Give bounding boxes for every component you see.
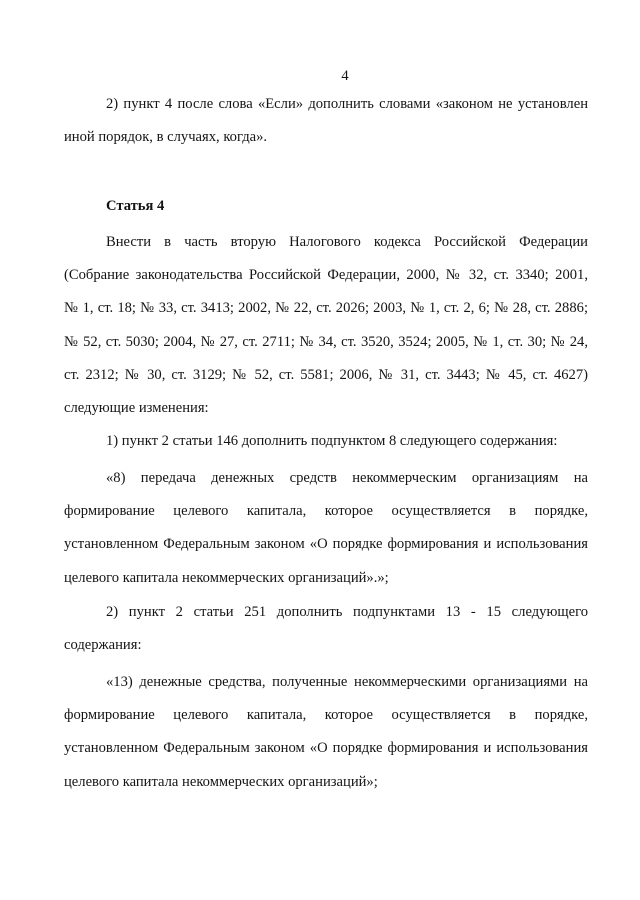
paragraph-6 (64, 666, 588, 799)
paragraph-4 (64, 462, 588, 595)
article-title: Статья 4 (106, 198, 165, 214)
paragraph-3 (64, 425, 588, 458)
text-line: иной порядок, в случаях, когда». (64, 129, 268, 146)
paragraph-1 (64, 88, 588, 154)
text-line: «8) передача денежных средств некоммерческим организациям на (106, 470, 588, 486)
paragraph-2 (64, 226, 588, 425)
text-line: ст. 2312; № 30, ст. 3129; № 52, ст. 5581; 2006, № 31, ст. 3443; № 45, ст. 4627) (64, 366, 588, 383)
paragraph-5 (64, 596, 588, 662)
text-line: 2) пункт 4 после слова «Если» дополнить словами «законом не установлен (106, 96, 588, 112)
text-line: установленном Федеральным законом «О порядке формирования и использования (64, 740, 588, 757)
text-line: формирование целевого капитала, которое осуществляется в порядке, (64, 503, 588, 520)
text-line: целевого капитала некоммерческих организаций»; (64, 773, 378, 790)
text-line: (Собрание законодательства Российской Федерации, 2000, № 32, ст. 3340; 2001, (64, 267, 588, 284)
text-line: 2) пункт 2 статьи 251 дополнить подпунктами 13 - 15 следующего (106, 604, 588, 620)
text-line: следующие изменения: (64, 399, 209, 416)
text-line: Внести в часть вторую Налогового кодекса Российской Федерации (106, 234, 588, 250)
page-number: 4 (341, 68, 349, 84)
text-line: «13) денежные средства, полученные некоммерческими организациями на (106, 674, 588, 690)
text-line: № 1, ст. 18; № 33, ст. 3413; 2002, № 22, ст. 2026; 2003, № 1, ст. 2, 6; № 28, ст. 2886; (64, 300, 588, 317)
text-line: № 52, ст. 5030; 2004, № 27, ст. 2711; № 34, ст. 3520, 3524; 2005, № 1, ст. 30; № 24, (64, 333, 588, 350)
text-line: формирование целевого капитала, которое осуществляется в порядке, (64, 707, 588, 724)
text-line: содержания: (64, 637, 142, 654)
text-line: 1) пункт 2 статьи 146 дополнить подпунктом 8 следующего содержания: (106, 433, 558, 449)
text-line: установленном Федеральным законом «О порядке формирования и использования (64, 536, 588, 553)
text-line: целевого капитала некоммерческих организаций».»; (64, 569, 389, 586)
